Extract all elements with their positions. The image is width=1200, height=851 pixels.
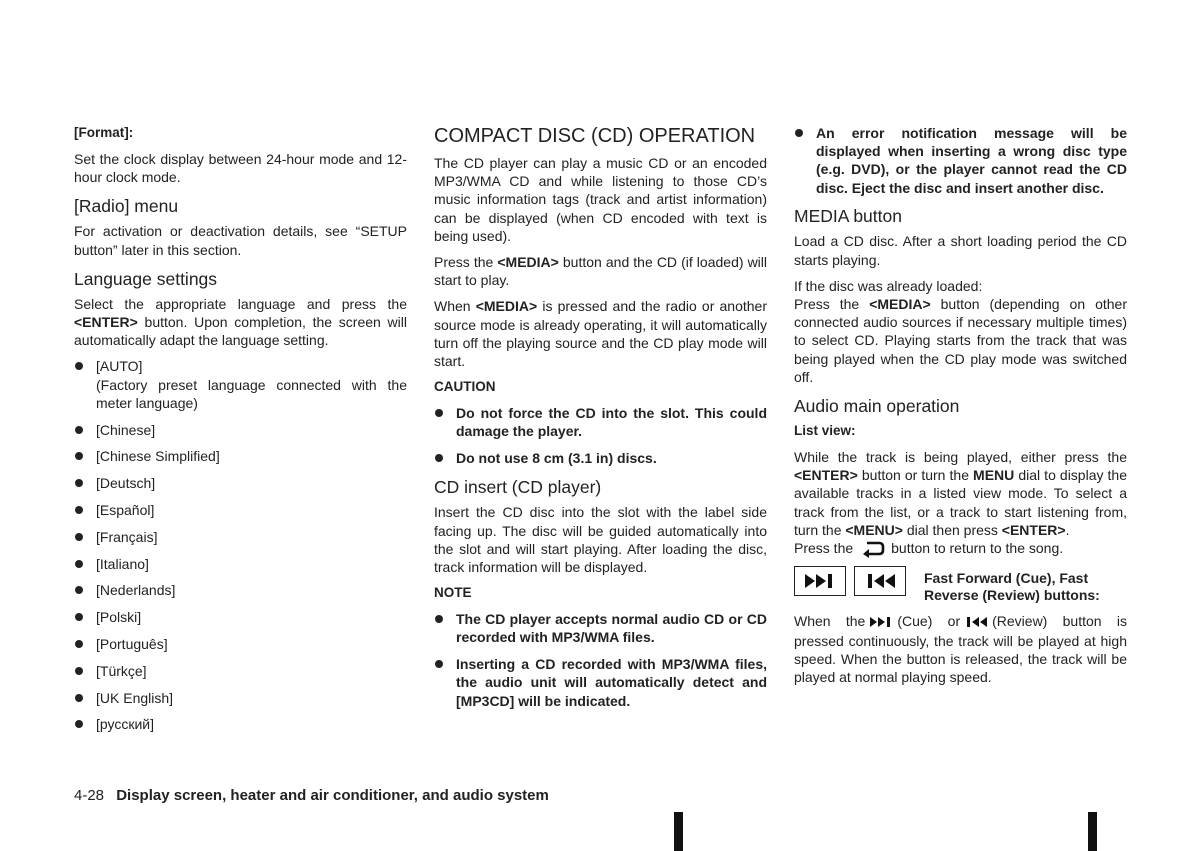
footer-title: Display screen, heater and air conditioner, and audio system [116, 787, 549, 804]
cd-media-press-text [434, 253, 767, 289]
bullet-icon [75, 533, 83, 541]
language-label: [AUTO] [96, 358, 143, 375]
cd-operation-heading: COMPACT DISC (CD) OPERATION [434, 125, 756, 147]
language-label: [Chinese] [96, 421, 156, 438]
language-item [74, 447, 407, 465]
caution-label: CAUTION [434, 379, 496, 395]
note-label: NOTE [434, 585, 472, 601]
bullet-icon [75, 720, 83, 728]
ff-rw-buttons-row [794, 566, 1127, 604]
back-button-text [794, 539, 1127, 558]
format-text: Set the clock display between 24-hour mode and 12-hour clock mode. [74, 151, 407, 186]
text-part: button or turn the [857, 467, 974, 484]
column-middle [434, 124, 767, 718]
list-view-label: List view: [794, 423, 856, 439]
format-heading: [Format]: [74, 125, 134, 140]
language-list [74, 357, 407, 412]
cd-insert-heading: CD insert (CD player) [434, 477, 602, 498]
language-label: [Türkçe] [96, 662, 147, 679]
page-number: 4-28 [74, 787, 105, 804]
fast-reverse-icon [964, 614, 988, 632]
language-item [74, 715, 407, 733]
caution-item-text: Do not force the CD into the slot. This could damage the player. [456, 405, 767, 440]
bullet-icon [75, 667, 83, 675]
media-button-text: Load a CD disc. After a short loading period the CD starts playing. [794, 233, 1127, 268]
radio-menu-text: For activation or deactivation details, see “SETUP button” later in this section. [74, 223, 407, 258]
language-label: [Chinese Simplified] [96, 448, 220, 465]
language-item [74, 662, 407, 680]
text-part: Press the [794, 540, 854, 557]
fast-forward-icon [869, 614, 893, 632]
fast-reverse-icon [854, 566, 906, 596]
text-part: If the disc was already loaded: [794, 277, 983, 294]
bullet-icon [75, 613, 83, 621]
text-part: button and the CD (if loaded) will start to play. [434, 254, 768, 289]
enter-key-label: <ENTER> [794, 467, 858, 484]
bullet-icon [435, 615, 443, 623]
language-text-part: button. Upon completion, the screen will automatically adapt the language setting. [74, 314, 407, 349]
bullet-icon [435, 454, 443, 462]
cd-intro-text: The CD player can play a music CD or an encoded MP3/WMA CD and while listening to those CD’s music information tags (track and artist information) can be displayed (when CD encoded with text is being used). [434, 155, 767, 244]
bullet-icon [75, 426, 83, 434]
back-arrow-icon [857, 540, 887, 558]
enter-key-label: <ENTER> [74, 314, 138, 331]
text-part: is pressed and the radio or another source mode is already operating, it will automatically turn off the playing source and the CD play mode will start. [434, 298, 767, 370]
caution-list [434, 404, 767, 467]
edge-marker [674, 812, 683, 851]
language-item [74, 501, 407, 519]
language-item [74, 474, 407, 492]
text-part: (Review) button is pressed continuously, the track will be played at high speed. When the button is released, the track will be played at normal playing speed. [794, 613, 1127, 686]
text-part: When the [794, 613, 866, 630]
note-list [434, 610, 767, 710]
error-item-text: An error notification message will be displayed when inserting a wrong disc type (e.g. DVD), or the player cannot read the CD disc. Eject the disc and insert another disc. [816, 125, 1127, 196]
cd-media-source-text [434, 297, 767, 370]
language-item [74, 555, 407, 573]
text-part: When [434, 298, 476, 315]
note-item [434, 610, 767, 646]
bullet-icon [435, 409, 443, 417]
note-item-text: Inserting a CD recorded with MP3/WMA files, the audio unit will automatically detect and [MP3CD] will be indicated. [456, 656, 767, 709]
disc-loaded-text [794, 277, 1127, 386]
edge-marker [1088, 812, 1097, 851]
radio-menu-heading: [Radio] menu [74, 196, 179, 217]
note-item-text: The CD player accepts normal audio CD or CD recorded with MP3/WMA files. [456, 611, 767, 646]
ff-rw-caption: Fast Forward (Cue), Fast Reverse (Review) buttons: [924, 570, 1100, 604]
caution-item [434, 449, 767, 467]
language-list-items [74, 421, 407, 734]
bullet-icon [75, 479, 83, 487]
language-label: [Italiano] [96, 555, 149, 572]
language-item [74, 635, 407, 653]
language-label: [Português] [96, 636, 168, 652]
language-item [74, 581, 407, 599]
language-item [74, 421, 407, 439]
fast-forward-icon [794, 566, 846, 596]
text-part: Press the [794, 296, 870, 313]
language-item-auto [74, 357, 407, 412]
cue-review-text [794, 612, 1127, 686]
bullet-icon [75, 640, 83, 648]
language-text-part: Select the appropriate language and press the [74, 295, 407, 312]
language-label: [UK English] [96, 689, 174, 706]
text-part: button (depending on other connected audio sources if necessary multiple times) to select CD. Playing starts from the track that was being played when the CD play mode was switched off. [794, 296, 1127, 385]
language-item [74, 689, 407, 707]
caution-item-text: Do not use 8 cm (3.1 in) discs. [456, 450, 657, 467]
bullet-icon [75, 362, 83, 370]
bullet-icon [75, 506, 83, 514]
text-part: While the track is being played, either press the [794, 449, 1127, 466]
language-settings-text [74, 295, 407, 350]
bullet-icon [435, 660, 443, 668]
media-key-label: <MEDIA> [869, 296, 931, 313]
note-item [434, 655, 767, 710]
error-item [794, 124, 1127, 197]
language-settings-heading: Language settings [74, 268, 218, 289]
enter-key-label: <ENTER> [1001, 521, 1066, 538]
bullet-icon [75, 586, 83, 594]
page-footer [74, 787, 549, 804]
language-item [74, 528, 407, 546]
language-label: [Français] [96, 528, 158, 545]
language-label: [Español] [96, 502, 155, 519]
language-label: [Deutsch] [96, 475, 156, 492]
menu-key-label: MENU [973, 467, 1015, 484]
language-item [74, 608, 407, 626]
text-part: (Cue) or [897, 613, 961, 630]
error-list [794, 124, 1127, 197]
text-part: dial to display the available tracks in a listed view mode. To select a track from the list, or a track to start listening from, turn the [794, 467, 1128, 538]
column-right [794, 124, 1127, 694]
bullet-icon [75, 694, 83, 702]
caution-item [434, 404, 767, 440]
column-left [74, 124, 407, 742]
audio-main-heading: Audio main operation [794, 396, 960, 417]
text-part: dial then press [902, 521, 1002, 538]
media-key-label: <MEDIA> [497, 254, 559, 271]
media-button-heading: MEDIA button [794, 206, 902, 227]
language-label: [русский] [96, 716, 155, 733]
list-view-text [794, 448, 1127, 539]
bullet-icon [75, 560, 83, 568]
bullet-icon [795, 129, 803, 137]
text-part: Press the [434, 254, 498, 271]
media-key-label: <MEDIA> [475, 298, 538, 315]
menu-key-label: <MENU> [845, 521, 903, 538]
cd-insert-text: Insert the CD disc into the slot with the label side facing up. The disc will be guided automatically into the slot and will start playing. After loading the disc, track information will be displayed. [434, 504, 767, 576]
bullet-icon [75, 452, 83, 460]
language-label: [Polski] [96, 609, 142, 626]
text-part: button to return to the song. [891, 540, 1064, 557]
language-label: [Nederlands] [96, 582, 176, 599]
text-part: . [1065, 521, 1070, 538]
language-note: (Factory preset language connected with the meter language) [96, 376, 407, 411]
